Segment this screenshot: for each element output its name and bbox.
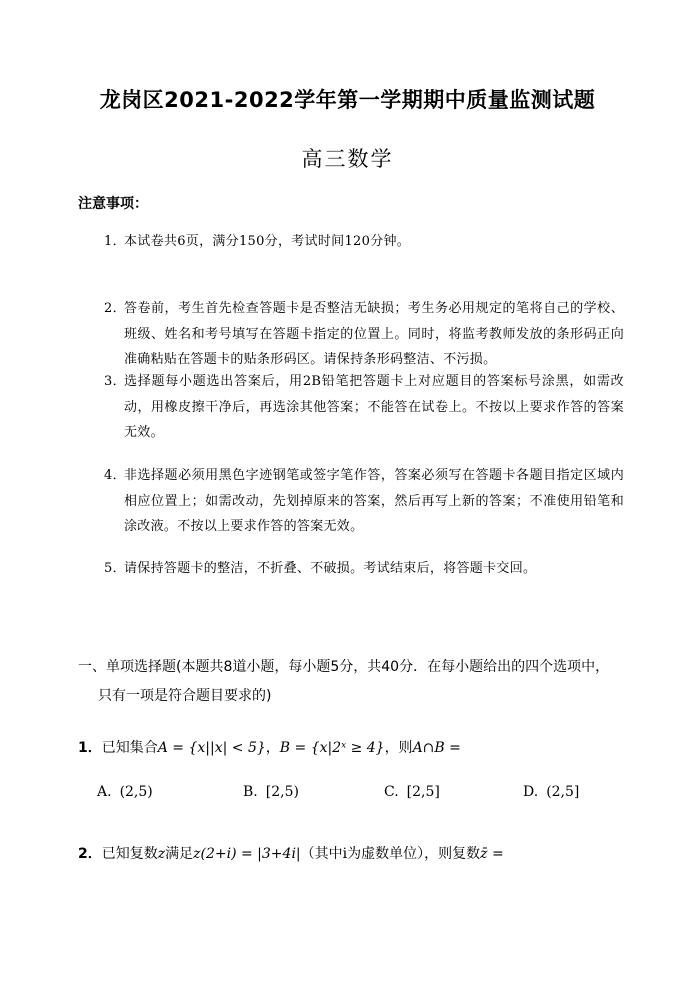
note-number: 3． — [104, 374, 126, 389]
imaginary-unit: i — [342, 846, 348, 862]
note-text: 选择题每小题选出答案后，用2B铅笔把答题卡上对应题目的答案标号涂黑，如需改动，用橡皮擦干净后，再选涂其他答案；不能答在试卷上。不按以上要求作答的答案无效。 — [124, 374, 624, 440]
note-number: 1． — [104, 234, 126, 249]
option-value: [2,5) — [265, 784, 299, 800]
question-1 — [78, 737, 461, 757]
separator: ， — [265, 740, 280, 756]
note-number: 5． — [104, 561, 126, 576]
note-text: 非选择题必须用黑色字迹钢笔或签字笔作答，答案必须写在答题卡各题目指定区域内相应位置上；如需改动，先划掉原来的答案，然后再写上新的答案；不准使用铅笔和涂改液。不按以上要求作答的答案无效。 — [124, 468, 624, 534]
option-label: C. — [384, 784, 399, 800]
set-a-formula: A = {x||x| < 5} — [157, 740, 266, 756]
question-number: 1． — [78, 740, 102, 756]
equation-formula: z(2+i) = |3+4i| — [193, 846, 301, 862]
intersection-formula: A∩B = — [412, 740, 461, 756]
option-b — [243, 784, 299, 800]
option-label: D. — [523, 784, 539, 800]
section-line-2: 只有一项是符合题目要求的) — [98, 688, 272, 704]
question-text: 满足 — [165, 846, 194, 862]
note-number: 2． — [104, 301, 126, 316]
note-item-4 — [104, 463, 624, 540]
section-line-1: 一、单项选择题(本题共8道小题，每小题5分，共40分．在每小题给出的四个选项中， — [78, 659, 610, 675]
note-number: 4． — [104, 468, 126, 483]
question-text: （其中 — [300, 846, 343, 862]
question-number: 2． — [78, 846, 102, 862]
section-heading — [78, 653, 638, 711]
option-value: (2,5) — [119, 784, 153, 800]
note-item-5 — [104, 556, 624, 582]
option-label: B. — [243, 784, 258, 800]
option-a — [97, 784, 153, 800]
option-value: [2,5] — [406, 784, 440, 800]
question-text: 为虚数单位），则复数 — [347, 846, 481, 862]
question-2 — [78, 843, 504, 863]
exam-subtitle: 高三数学 — [301, 147, 394, 171]
note-item-2 — [104, 296, 624, 373]
note-item-1 — [104, 229, 624, 255]
notes-heading: 注意事项： — [78, 196, 148, 212]
question-text: ，则 — [384, 740, 413, 756]
note-item-3 — [104, 369, 624, 446]
variable-z: z — [157, 846, 166, 862]
note-text: 本试卷共6页，满分150分，考试时间120分钟。 — [124, 234, 411, 249]
question-text: 已知复数 — [101, 846, 158, 862]
exam-title: 龙岗区2021-2022学年第一学期期中质量监测试题 — [99, 88, 596, 112]
note-text: 请保持答题卡的整洁，不折叠、不破损。考试结束后，将答题卡交回。 — [124, 561, 537, 576]
conjugate-formula: z̄ = — [480, 846, 504, 862]
option-d — [523, 784, 579, 800]
note-text: 答卷前，考生首先检查答题卡是否整洁无缺损；考生务必用规定的笔将自己的学校、班级、姓名和考号填写在答题卡指定的位置上。同时，将监考教师发放的条形码正向准确粘贴在答题卡的贴条形码区。请保持条形码整洁、不污损。 — [124, 301, 624, 367]
option-value: (2,5] — [546, 784, 580, 800]
option-c — [384, 784, 440, 800]
option-label: A. — [97, 784, 112, 800]
question-text: 已知集合 — [101, 740, 158, 756]
set-b-formula: B = {x|2ˣ ≥ 4} — [279, 740, 385, 756]
